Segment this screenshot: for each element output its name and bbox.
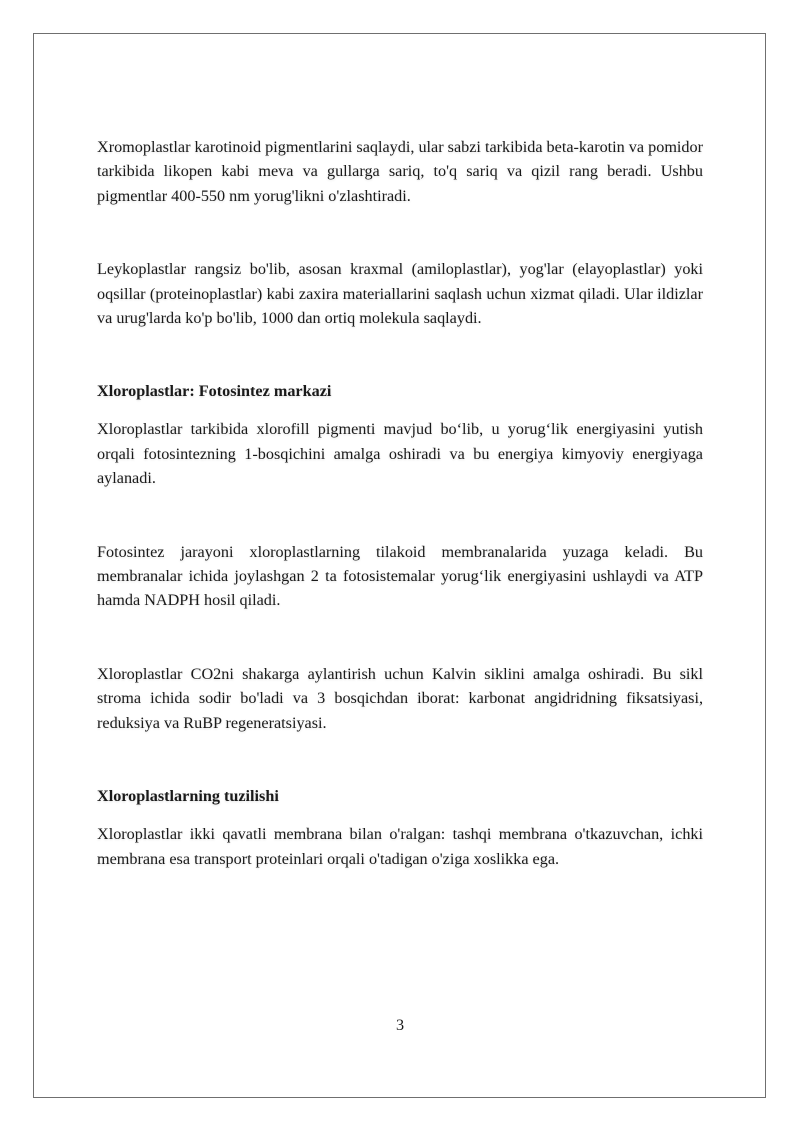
- spacer: [97, 808, 703, 822]
- paragraph-chlorophyll: Xloroplastlar tarkibida xlorofill pigmenti mavjud bo‘lib, u yorug‘lik energiyasini yutish orqali fotosintezning 1-bosqichini amalga oshiradi va bu energiya kimyoviy energiyaga aylanadi.: [97, 420, 703, 488]
- spacer: [97, 330, 703, 379]
- spacer: [97, 735, 703, 784]
- paragraph-membrane: Xloroplastlar ikki qavatli membrana bilan o'ralgan: tashqi membrana o'tkazuvchan, ichki membrana esa transport proteinlari orqali o'tadigan o'ziga xoslikka ega.: [97, 825, 703, 868]
- paragraph-leucoplasts: Leykoplastlar rangsiz bo'lib, asosan kraxmal (amiloplastlar), yog'lar (elayoplastlar) yoki oqsillar (proteinoplastlar) kabi zaxira materiallarini saqlash uchun xizmat qiladi. Ular ildizlar va urug'larda ko'p bo'lib, 1000 dan ortiq molekula saqlaydi.: [97, 260, 703, 328]
- spacer: [97, 403, 703, 417]
- page-number: 3: [395, 1016, 405, 1034]
- paragraph-calvin-cycle: Xloroplastlar CO2ni shakarga aylantirish uchun Kalvin siklini amalga oshiradi. Bu sikl stroma ichida sodir bo'ladi va 3 bosqichdan iborat: karbonat angidridning fiksatsiyasi, reduksiya va RuBP regeneratsiyasi.: [97, 664, 703, 732]
- spacer: [97, 491, 703, 540]
- section-heading-chloroplast-structure: Xloroplastlarning tuzilishi: [97, 787, 279, 806]
- spacer: [97, 613, 703, 662]
- paragraph-thylakoid: Fotosintez jarayoni xloroplastlarning tilakoid membranalarida yuzaga keladi. Bu membranalar ichida joylashgan 2 ta fotosistemalar yorug‘lik energiyasini ushlaydi va ATP hamda NADPH hosil qiladi.: [97, 542, 703, 610]
- paragraph-chromoplasts: Xromoplastlar karotinoid pigmentlarini saqlaydi, ular sabzi tarkibida beta-karotin va pomidor tarkibida likopen kabi meva va gullarga sariq, to'q sariq va qizil rang beradi. Ushbu pigmentlar 400-550 nm yorug'likni o'zlashtiradi.: [97, 138, 703, 205]
- page-content: [97, 135, 703, 871]
- spacer: [97, 208, 703, 257]
- section-heading-chloroplasts-photosynthesis: Xloroplastlar: Fotosintez markazi: [97, 382, 332, 401]
